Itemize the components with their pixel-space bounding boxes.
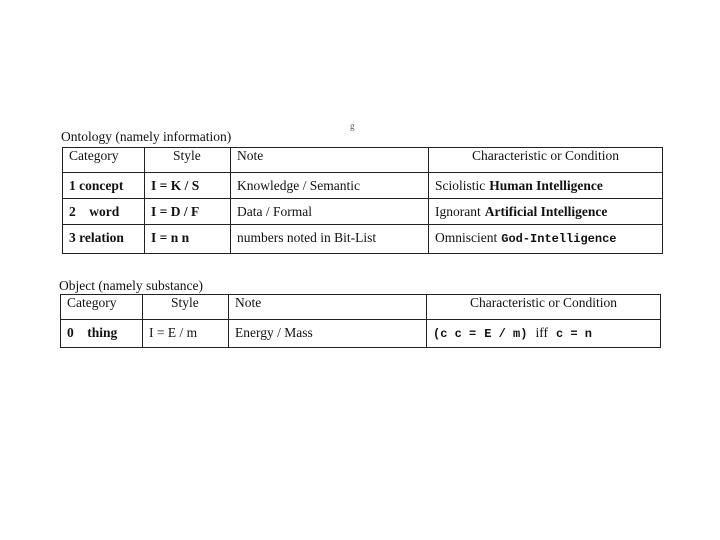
characteristic-cell bbox=[429, 225, 663, 254]
characteristic-cell bbox=[429, 173, 663, 199]
formula-iff: iff bbox=[535, 325, 548, 340]
stray-mark: g bbox=[350, 121, 355, 131]
note-cell: Data / Formal bbox=[231, 199, 429, 225]
table-row bbox=[61, 320, 661, 348]
ontology-caption: Ontology (namely information) bbox=[61, 129, 232, 144]
category-cell: 3 relation bbox=[63, 225, 145, 254]
category-cell: 1 concept bbox=[63, 173, 145, 199]
note-cell: Knowledge / Semantic bbox=[231, 173, 429, 199]
characteristic-cell bbox=[429, 199, 663, 225]
category-cell: 0 thing bbox=[61, 320, 143, 348]
style-cell: I = E / m bbox=[143, 320, 229, 348]
header-style: Style bbox=[145, 148, 231, 173]
header-style: Style bbox=[143, 295, 229, 320]
char-strong: Artificial Intelligence bbox=[484, 204, 608, 219]
char-plain: Sciolistic bbox=[435, 178, 486, 193]
style-cell: I = n n bbox=[145, 225, 231, 254]
object-header-row bbox=[61, 295, 661, 320]
header-note: Note bbox=[229, 295, 427, 320]
category-cell: 2 word bbox=[63, 199, 145, 225]
formula-part: c = n bbox=[555, 327, 592, 341]
formula-part: E / m) bbox=[484, 327, 528, 341]
style-cell: I = K / S bbox=[145, 173, 231, 199]
header-characteristic: Characteristic or Condition bbox=[427, 295, 661, 320]
note-cell: numbers noted in Bit-List bbox=[231, 225, 429, 254]
table-row bbox=[63, 173, 663, 199]
header-category: Category bbox=[61, 295, 143, 320]
object-table bbox=[60, 294, 661, 348]
note-cell: Energy / Mass bbox=[229, 320, 427, 348]
char-strong: God-Intelligence bbox=[501, 232, 617, 246]
characteristic-cell bbox=[427, 320, 661, 348]
ontology-header-row bbox=[63, 148, 663, 173]
style-cell: I = D / F bbox=[145, 199, 231, 225]
object-caption: Object (namely substance) bbox=[59, 278, 203, 293]
header-characteristic: Characteristic or Condition bbox=[429, 148, 663, 173]
char-plain: Omniscient bbox=[435, 230, 498, 245]
header-note: Note bbox=[231, 148, 429, 173]
formula-part: (c c = bbox=[433, 327, 477, 341]
table-row bbox=[63, 225, 663, 254]
header-category: Category bbox=[63, 148, 145, 173]
table-row bbox=[63, 199, 663, 225]
char-plain: Ignorant bbox=[435, 204, 481, 219]
char-strong: Human Intelligence bbox=[489, 178, 603, 193]
ontology-table bbox=[62, 147, 663, 254]
